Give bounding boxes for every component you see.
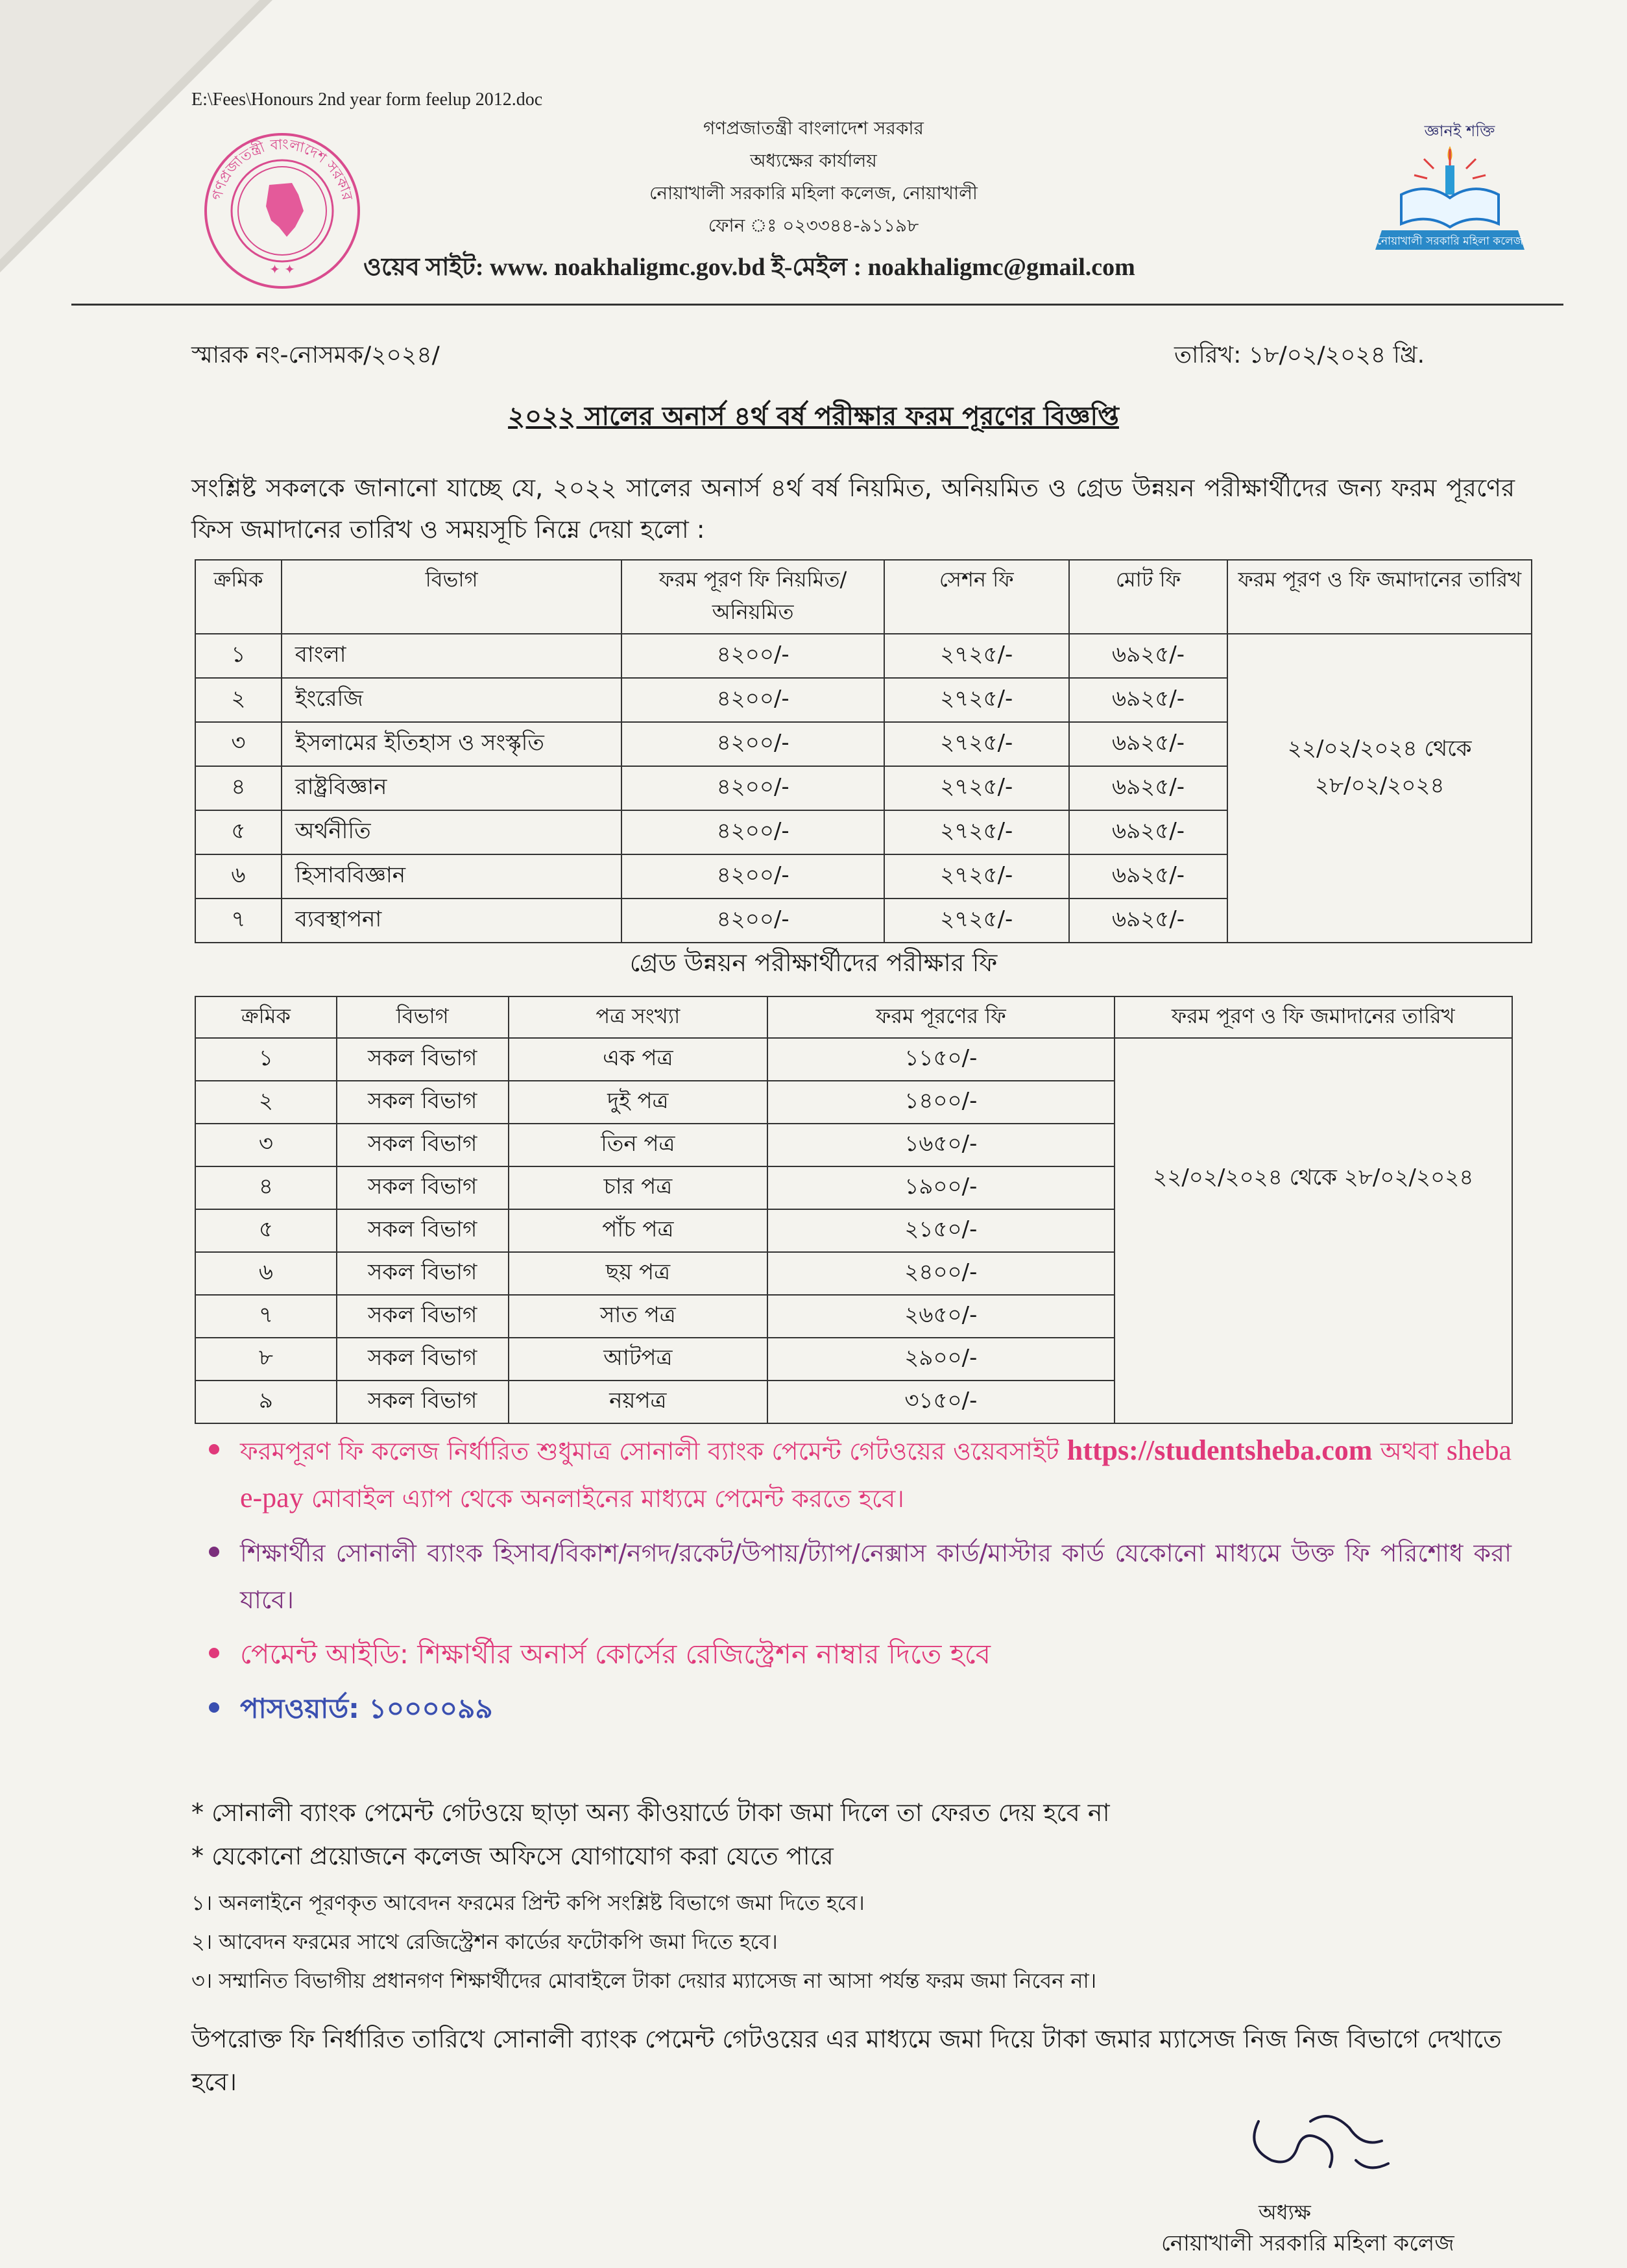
signature-role: অধ্যক্ষ [1259,2200,1311,2225]
t2-header-date: ফরম পূরণ ও ফি জমাদানের তারিখ [1115,996,1512,1038]
t2-header-form-fee: ফরম পূরণের ফি [767,996,1114,1038]
t1-date-end: ২৮/০২/২০২৪ [1314,773,1445,799]
t1-header-session-fee: সেশন ফি [884,560,1069,634]
t2-date-range-text: ২২/০২/২০২৪ থেকে ২৮/০২/২০২৪ [1153,1164,1474,1190]
t2-cell-form-fee: ১১৫০/- [767,1038,1114,1081]
bullet2-text: শিক্ষার্থীর সোনালী ব্যাংক হিসাব/বিকাশ/নগদ/রকেট/উপায়/ট্যাপ/নেক্সাস কার্ড/মাস্টার কার্ড যেকোনো মাধ্যমে উক্ত ফি পরিশোধ করা যাবে। [240,1539,1512,1614]
header-office: অধ্যক্ষের কার্যালয় [750,150,877,171]
intro-paragraph: সংশ্লিষ্ট সকলকে জানানো যাচ্ছে যে, ২০২২ সালের অনার্স ৪র্থ বর্ষ নিয়মিত, অনিয়মিত ও গ্রেড উন্নয়ন পরীক্ষার্থীদের জন্য ফরম পূরণের ফিস জমাদানের তারিখ ও সময়সূচি নিম্নে দেয়া হলো : [191,474,1515,544]
t2-cell-papers: ছয় পত্র [509,1252,768,1295]
t1-cell-serial: ৫ [195,810,282,854]
svg-text:গণপ্রজাতন্ত্রী বাংলাদেশ সরকার: গণপ্রজাতন্ত্রী বাংলাদেশ সরকার [209,136,356,202]
note-star-1: * সোনালী ব্যাংক পেমেন্ট গেটওয়ে ছাড়া অন্য কীওয়ার্ডে টাকা জমা দিলে তা ফেরত দেয় হবে না [191,1798,1110,1827]
t1-cell-serial: ৪ [195,766,282,810]
t2-cell-department: সকল বিভাগ [337,1038,509,1081]
t1-cell-session-fee: ২৭২৫/- [884,722,1069,766]
notice-date: তারিখ: ১৮/০২/২০২৪ খ্রি. [1174,342,1425,368]
header-phone: ফোন ঃ ০২৩৩৪৪-৯১১৯৮ [708,215,919,236]
grade-improvement-fee-table [195,996,1513,1424]
t1-date-start: ২২/০২/২০২৪ থেকে [1287,736,1472,762]
t2-cell-form-fee: ৩১৫০/- [767,1381,1114,1423]
regular-fee-table [195,559,1532,943]
t2-cell-form-fee: ২৬৫০/- [767,1295,1114,1338]
t2-cell-papers: পাঁচ পত্র [509,1209,768,1252]
t2-cell-department: সকল বিভাগ [337,1381,509,1423]
t2-header-papers: পত্র সংখ্যা [509,996,768,1038]
t1-cell-serial: ৩ [195,722,282,766]
memo-number: স্মারক নং-নোসমক/২০২৪/ [191,342,440,368]
t1-cell-serial: ৬ [195,854,282,899]
notice-title-text: ২০২২ সালের অনার্স ৪র্থ বর্ষ পরীক্ষার ফরম পূরণের বিজ্ঞপ্তি [508,402,1119,431]
t2-cell-serial: ৪ [195,1166,337,1209]
t2-header-department: বিভাগ [337,996,509,1038]
t1-cell-serial: ১ [195,634,282,678]
bullet1-text-or: অথবা [1380,1437,1439,1466]
sheba-epay-app-name: sheba e-pay [240,1434,1512,1514]
t1-cell-department: হিসাববিজ্ঞান [282,854,621,899]
t1-cell-form-fee: ৪২০০/- [621,634,884,678]
t1-cell-form-fee: ৪২০০/- [621,899,884,943]
t2-cell-department: সকল বিভাগ [337,1209,509,1252]
t2-cell-serial: ৭ [195,1295,337,1338]
t1-header-serial: ক্রমিক [195,560,282,634]
t2-cell-papers: এক পত্র [509,1038,768,1081]
t2-cell-form-fee: ১৬৫০/- [767,1124,1114,1166]
t2-cell-department: সকল বিভাগ [337,1166,509,1209]
t1-cell-session-fee: ২৭২৫/- [884,899,1069,943]
file-path: E:\Fees\Honours 2nd year form feelup 2012.doc [191,90,543,110]
t2-cell-serial: ১ [195,1038,337,1081]
bullet1-text-end: মোবাইল এ্যাপ থেকে অনলাইনের মাধ্যমে পেমেন্ট করতে হবে। [311,1484,904,1513]
t2-cell-papers: চার পত্র [509,1166,768,1209]
t1-header-total-fee: মোট ফি [1069,560,1228,634]
note-numbered-3: ৩। সম্মানিত বিভাগীয় প্রধানগণ শিক্ষার্থীদের মোবাইলে টাকা দেয়ার ম্যাসেজ না আসা পর্যন্ত ফরম জমা নিবেন না। [191,1968,1097,1993]
t2-header-serial: ক্রমিক [195,996,337,1038]
bullet-payment-id [240,1631,1512,1678]
t1-cell-serial: ২ [195,678,282,722]
svg-text:জ্ঞানই শক্তি: জ্ঞানই শক্তি [1424,122,1495,140]
bullet4-text: পাসওয়ার্ড: ১০০০০৯৯ [240,1693,493,1724]
header-college: নোয়াখালী সরকারি মহিলা কলেজ, নোয়াখালী [649,182,978,204]
t2-cell-papers: আটপত্র [509,1338,768,1381]
t1-cell-total-fee: ৬৯২৫/- [1069,766,1228,810]
t1-cell-form-fee: ৪২০০/- [621,766,884,810]
t2-cell-papers: নয়পত্র [509,1381,768,1423]
t2-cell-department: সকল বিভাগ [337,1081,509,1124]
t2-cell-department: সকল বিভাগ [337,1295,509,1338]
instruction-bullets [240,1427,1512,1740]
t1-cell-total-fee: ৬৯২৫/- [1069,678,1228,722]
t2-cell-serial: ৬ [195,1252,337,1295]
t2-cell-form-fee: ১৪০০/- [767,1081,1114,1124]
t1-cell-total-fee: ৬৯২৫/- [1069,634,1228,678]
t2-cell-serial: ২ [195,1081,337,1124]
svg-text:✦ ✦: ✦ ✦ [269,261,295,277]
t2-cell-date-range [1115,1038,1512,1423]
header-government: গণপ্রজাতন্ত্রী বাংলাদেশ সরকার [703,117,924,139]
t2-cell-papers: দুই পত্র [509,1081,768,1124]
t2-cell-form-fee: ২১৫০/- [767,1209,1114,1252]
notice-title [0,396,1627,439]
bullet-dot [209,1444,219,1454]
bullet-payment-methods [240,1530,1512,1623]
note-star-2: * যেকোনো প্রয়োজনে কলেজ অফিসে যোগাযোগ করা যেতে পারে [191,1842,834,1870]
t1-cell-department: ব্যবস্থাপনা [282,899,621,943]
t1-cell-department: রাষ্ট্রবিজ্ঞান [282,766,621,810]
t2-cell-papers: তিন পত্র [509,1124,768,1166]
t2-cell-serial: ৫ [195,1209,337,1252]
t1-cell-session-fee: ২৭২৫/- [884,766,1069,810]
t1-cell-department: ইংরেজি [282,678,621,722]
t1-cell-session-fee: ২৭২৫/- [884,634,1069,678]
t1-cell-form-fee: ৪২০০/- [621,854,884,899]
t1-cell-session-fee: ২৭২৫/- [884,854,1069,899]
t1-cell-total-fee: ৬৯২৫/- [1069,899,1228,943]
t1-cell-total-fee: ৬৯২৫/- [1069,854,1228,899]
t1-cell-form-fee: ৪২০০/- [621,722,884,766]
t2-cell-form-fee: ১৯০০/- [767,1166,1114,1209]
header-web-email: ওয়েব সাইট: www. noakhaligmc.gov.bd ই-মেইল : noakhaligmc@gmail.com [363,254,1135,281]
bullet3-text: পেমেন্ট আইডি: শিক্ষার্থীর অনার্স কোর্সের রেজিস্ট্রেশন নাম্বার দিতে হবে [240,1638,991,1670]
closing-paragraph: উপরোক্ত ফি নির্ধারিত তারিখে সোনালী ব্যাংক পেমেন্ট গেটওয়ের এর মাধ্যমে জমা দিয়ে টাকা জমার ম্যাসেজ নিজ নিজ বিভাগে দেখাতে হবে। [191,2025,1502,2096]
t2-cell-department: সকল বিভাগ [337,1124,509,1166]
t1-header-date: ফরম পূরণ ও ফি জমাদানের তারিখ [1227,560,1532,634]
grade-improvement-heading: গ্রেড উন্নয়ন পরীক্ষার্থীদের পরীক্ষার ফি [629,948,998,977]
t2-cell-papers: সাত পত্র [509,1295,768,1338]
t1-cell-total-fee: ৬৯২৫/- [1069,810,1228,854]
t1-cell-department: ইসলামের ইতিহাস ও সংস্কৃতি [282,722,621,766]
t1-header-department: বিভাগ [282,560,621,634]
table-row [195,1038,1512,1081]
studentsheba-link[interactable]: https://studentsheba.com [1067,1434,1373,1466]
t2-cell-serial: ৮ [195,1338,337,1381]
t1-cell-date-range [1227,634,1532,943]
t1-cell-session-fee: ২৭২৫/- [884,678,1069,722]
note-numbered-1: ১। অনলাইনে পূরণকৃত আবেদন ফরমের প্রিন্ট কপি সংশ্লিষ্ট বিভাগে জমা দিতে হবে। [191,1890,865,1915]
bullet-password [240,1685,1512,1732]
college-logo-icon [1362,110,1537,272]
bullet-dot [209,1547,219,1557]
t2-cell-department: সকল বিভাগ [337,1338,509,1381]
t1-cell-serial: ৭ [195,899,282,943]
signature-college: নোয়াখালী সরকারি মহিলা কলেজ [1161,2230,1454,2256]
note-numbered-2: ২। আবেদন ফরমের সাথে রেজিস্ট্রেশন কার্ডের ফটোকপি জমা দিতে হবে। [191,1929,778,1954]
t2-cell-serial: ৯ [195,1381,337,1423]
table-row [195,634,1532,678]
header-divider [71,304,1563,306]
t2-cell-form-fee: ২৪০০/- [767,1252,1114,1295]
svg-text:নোয়াখালী সরকারি মহিলা কলেজ: নোয়াখালী সরকারি মহিলা কলেজ [1377,235,1523,248]
bullet1-text-start: ফরমপূরণ ফি কলেজ নির্ধারিত শুধুমাত্র সোনালী ব্যাংক পেমেন্ট গেটওয়ের ওয়েবসাইট [240,1437,1059,1466]
t1-cell-department: বাংলা [282,634,621,678]
t1-cell-session-fee: ২৭২৫/- [884,810,1069,854]
t2-cell-form-fee: ২৯০০/- [767,1338,1114,1381]
t1-cell-form-fee: ৪২০০/- [621,678,884,722]
t1-header-form-fee: ফরম পূরণ ফি নিয়মিত/অনিয়মিত [621,560,884,634]
bullet-dot [209,1702,219,1713]
t2-cell-department: সকল বিভাগ [337,1252,509,1295]
t1-cell-form-fee: ৪২০০/- [621,810,884,854]
principal-signature-icon [1233,2082,1401,2193]
t1-cell-department: অর্থনীতি [282,810,621,854]
t1-cell-total-fee: ৬৯২৫/- [1069,722,1228,766]
bullet-dot [209,1648,219,1658]
bullet-payment-gateway [240,1427,1512,1522]
t2-cell-serial: ৩ [195,1124,337,1166]
